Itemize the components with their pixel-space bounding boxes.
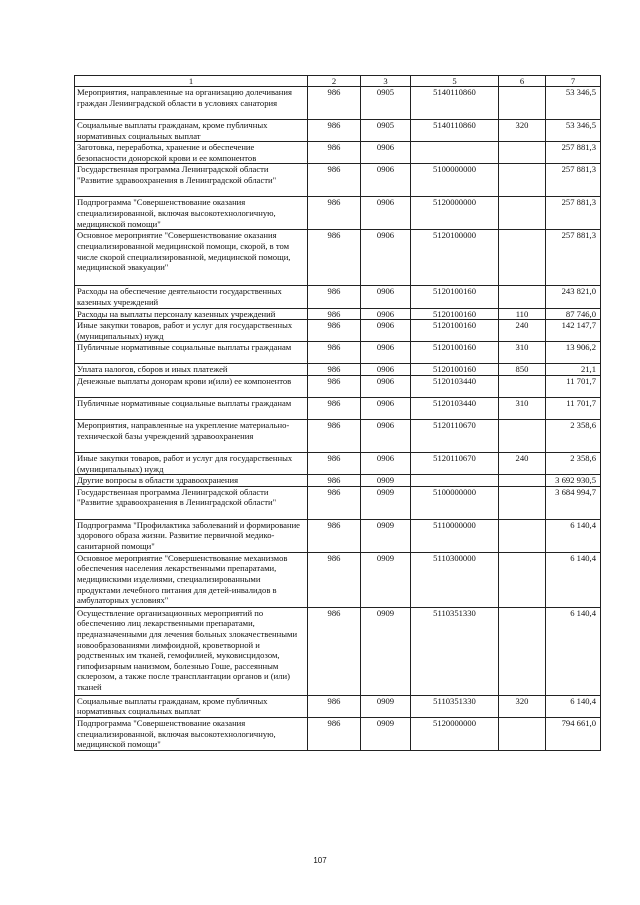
table-row [75, 452, 601, 474]
page-number: 107 [313, 856, 327, 865]
table-row [75, 197, 601, 230]
cell-name: Мероприятия, направленные на укрепление материально-технической базы учреждений здравоохранения [75, 419, 308, 452]
cell-sum: 257 881,3 [546, 142, 601, 164]
cell-name: Заготовка, переработка, хранение и обеспечение безопасности донорской крови и ее компонентов [75, 142, 308, 164]
cell-vr [499, 164, 546, 197]
table-row [75, 308, 601, 320]
cell-csr: 5120100160 [411, 364, 499, 376]
cell-vr [499, 197, 546, 230]
cell-name: Иные закупки товаров, работ и услуг для государственных (муниципальных) нужд [75, 452, 308, 474]
cell-rz: 0906 [361, 308, 411, 320]
table-row [75, 87, 601, 120]
cell-sum: 3 692 930,5 [546, 475, 601, 487]
table-row [75, 230, 601, 286]
cell-vr: 850 [499, 364, 546, 376]
cell-csr: 5140110860 [411, 87, 499, 120]
cell-ved: 986 [308, 717, 361, 750]
cell-vr [499, 286, 546, 308]
cell-vr: 320 [499, 120, 546, 142]
cell-csr: 5120110670 [411, 419, 499, 452]
cell-name: Осуществление организационных мероприятий по обеспечению лиц лекарственными препаратами, предназначенными для лечения больных злокачественными новообразованиями лимфоидной, кроветворной и родственных им тканей, гемофилией, муковисцидозом, гипофизарным нанизмом, болезнью Гоше, рассеянным склерозом, а также после трансплантации органов и (или) тканей [75, 607, 308, 695]
cell-vr [499, 519, 546, 552]
cell-ved: 986 [308, 342, 361, 364]
cell-sum: 13 906,2 [546, 342, 601, 364]
cell-rz: 0906 [361, 452, 411, 474]
cell-ved: 986 [308, 552, 361, 607]
table-row [75, 475, 601, 487]
cell-ved: 986 [308, 197, 361, 230]
cell-ved: 986 [308, 308, 361, 320]
table-row [75, 320, 601, 342]
cell-sum: 2 358,6 [546, 452, 601, 474]
cell-vr [499, 486, 546, 519]
cell-ved: 986 [308, 695, 361, 717]
cell-csr: 5120103440 [411, 375, 499, 397]
cell-csr: 5120103440 [411, 397, 499, 419]
cell-name: Мероприятия, направленные на организацию долечивания граждан Ленинградской области в условиях санатория [75, 87, 308, 120]
cell-csr: 5110351330 [411, 607, 499, 695]
cell-rz: 0909 [361, 717, 411, 750]
cell-csr: 5120100160 [411, 342, 499, 364]
table-row [75, 519, 601, 552]
cell-csr: 5120000000 [411, 717, 499, 750]
cell-rz: 0906 [361, 419, 411, 452]
cell-name: Денежные выплаты донорам крови и(или) ее компонентов [75, 375, 308, 397]
table-row [75, 695, 601, 717]
cell-csr: 5120100160 [411, 320, 499, 342]
cell-sum: 142 147,7 [546, 320, 601, 342]
cell-csr: 5110300000 [411, 552, 499, 607]
table-row [75, 364, 601, 376]
table-row [75, 164, 601, 197]
cell-name: Подпрограмма "Совершенствование оказания специализированной, включая высокотехнологичную, медицинской помощи" [75, 197, 308, 230]
cell-ved: 986 [308, 164, 361, 197]
header-cell: 3 [361, 76, 411, 87]
cell-csr: 5100000000 [411, 486, 499, 519]
table-body [75, 87, 601, 751]
cell-ved: 986 [308, 519, 361, 552]
header-cell: 5 [411, 76, 499, 87]
cell-vr [499, 475, 546, 487]
cell-rz: 0906 [361, 197, 411, 230]
table-row [75, 552, 601, 607]
table-row [75, 486, 601, 519]
cell-sum: 53 346,5 [546, 120, 601, 142]
cell-rz: 0905 [361, 87, 411, 120]
cell-name: Иные закупки товаров, работ и услуг для государственных (муниципальных) нужд [75, 320, 308, 342]
cell-rz: 0906 [361, 375, 411, 397]
cell-rz: 0909 [361, 607, 411, 695]
cell-ved: 986 [308, 419, 361, 452]
table-row [75, 120, 601, 142]
table-row [75, 717, 601, 750]
cell-sum: 794 661,0 [546, 717, 601, 750]
cell-name: Уплата налогов, сборов и иных платежей [75, 364, 308, 376]
cell-csr: 5120100000 [411, 230, 499, 286]
cell-csr: 5110000000 [411, 519, 499, 552]
cell-name: Социальные выплаты гражданам, кроме публичных нормативных социальных выплат [75, 120, 308, 142]
cell-ved: 986 [308, 142, 361, 164]
cell-sum: 6 140,4 [546, 695, 601, 717]
table-row [75, 607, 601, 695]
table-row [75, 142, 601, 164]
cell-ved: 986 [308, 87, 361, 120]
cell-vr [499, 419, 546, 452]
cell-ved: 986 [308, 397, 361, 419]
cell-rz: 0906 [361, 342, 411, 364]
cell-rz: 0906 [361, 364, 411, 376]
cell-vr [499, 552, 546, 607]
cell-ved: 986 [308, 486, 361, 519]
cell-sum: 257 881,3 [546, 164, 601, 197]
cell-rz: 0909 [361, 552, 411, 607]
cell-name: Основное мероприятие "Совершенствование оказания специализированной медицинской помощи, скорой, в том числе скорой специализированной, медицинской помощи, медицинской эвакуации" [75, 230, 308, 286]
cell-vr: 240 [499, 452, 546, 474]
cell-sum: 11 701,7 [546, 397, 601, 419]
cell-csr: 5110351330 [411, 695, 499, 717]
cell-name: Публичные нормативные социальные выплаты гражданам [75, 397, 308, 419]
cell-name: Публичные нормативные социальные выплаты гражданам [75, 342, 308, 364]
cell-vr [499, 87, 546, 120]
cell-vr [499, 375, 546, 397]
cell-sum: 6 140,4 [546, 519, 601, 552]
cell-sum: 6 140,4 [546, 607, 601, 695]
header-cell: 2 [308, 76, 361, 87]
cell-csr: 5120110670 [411, 452, 499, 474]
cell-rz: 0909 [361, 695, 411, 717]
cell-rz: 0906 [361, 230, 411, 286]
cell-rz: 0906 [361, 286, 411, 308]
cell-ved: 986 [308, 452, 361, 474]
cell-vr: 320 [499, 695, 546, 717]
cell-csr: 5120100160 [411, 286, 499, 308]
header-cell: 6 [499, 76, 546, 87]
cell-rz: 0906 [361, 142, 411, 164]
cell-rz: 0909 [361, 475, 411, 487]
cell-name: Подпрограмма "Совершенствование оказания специализированной, включая высокотехнологичную, медицинской помощи" [75, 717, 308, 750]
cell-vr: 310 [499, 397, 546, 419]
table-row [75, 286, 601, 308]
cell-rz: 0909 [361, 519, 411, 552]
cell-rz: 0909 [361, 486, 411, 519]
cell-sum: 21,1 [546, 364, 601, 376]
cell-name: Основное мероприятие "Совершенствование механизмов обеспечения населения лекарственными препаратами, медицинскими изделиями, специализированными продуктами лечебного питания для детей-инвалидов в амбулаторных условиях" [75, 552, 308, 607]
cell-vr [499, 230, 546, 286]
budget-table [74, 75, 601, 751]
cell-csr: 5140110860 [411, 120, 499, 142]
table-row [75, 375, 601, 397]
cell-ved: 986 [308, 607, 361, 695]
cell-csr: 5100000000 [411, 164, 499, 197]
cell-ved: 986 [308, 375, 361, 397]
cell-ved: 986 [308, 475, 361, 487]
cell-rz: 0906 [361, 320, 411, 342]
cell-sum: 3 684 994,7 [546, 486, 601, 519]
cell-sum: 11 701,7 [546, 375, 601, 397]
cell-name: Подпрограмма "Профилактика заболеваний и формирование здорового образа жизни. Развитие первичной медико-санитарной помощи" [75, 519, 308, 552]
cell-sum: 53 346,5 [546, 87, 601, 120]
cell-sum: 6 140,4 [546, 552, 601, 607]
cell-sum: 243 821,0 [546, 286, 601, 308]
cell-rz: 0906 [361, 164, 411, 197]
header-cell: 7 [546, 76, 601, 87]
cell-rz: 0906 [361, 397, 411, 419]
cell-vr [499, 607, 546, 695]
cell-csr [411, 142, 499, 164]
cell-csr [411, 475, 499, 487]
cell-name: Государственная программа Ленинградской области "Развитие здравоохранения в Ленинградской области" [75, 486, 308, 519]
header-cell: 1 [75, 76, 308, 87]
cell-name: Другие вопросы в области здравоохранения [75, 475, 308, 487]
header-row [75, 76, 601, 87]
cell-vr [499, 142, 546, 164]
cell-sum: 2 358,6 [546, 419, 601, 452]
cell-name: Государственная программа Ленинградской области "Развитие здравоохранения в Ленинградской области" [75, 164, 308, 197]
cell-ved: 986 [308, 230, 361, 286]
budget-table-container [74, 75, 600, 751]
table-row [75, 342, 601, 364]
cell-vr: 110 [499, 308, 546, 320]
cell-vr: 240 [499, 320, 546, 342]
cell-name: Расходы на выплаты персоналу казенных учреждений [75, 308, 308, 320]
cell-ved: 986 [308, 320, 361, 342]
cell-rz: 0905 [361, 120, 411, 142]
cell-sum: 257 881,3 [546, 197, 601, 230]
cell-vr [499, 717, 546, 750]
cell-sum: 257 881,3 [546, 230, 601, 286]
cell-ved: 986 [308, 286, 361, 308]
cell-sum: 87 746,0 [546, 308, 601, 320]
cell-csr: 5120000000 [411, 197, 499, 230]
cell-name: Расходы на обеспечение деятельности государственных казенных учреждений [75, 286, 308, 308]
cell-csr: 5120100160 [411, 308, 499, 320]
cell-vr: 310 [499, 342, 546, 364]
cell-ved: 986 [308, 120, 361, 142]
table-row [75, 419, 601, 452]
cell-name: Социальные выплаты гражданам, кроме публичных нормативных социальных выплат [75, 695, 308, 717]
table-row [75, 397, 601, 419]
cell-ved: 986 [308, 364, 361, 376]
